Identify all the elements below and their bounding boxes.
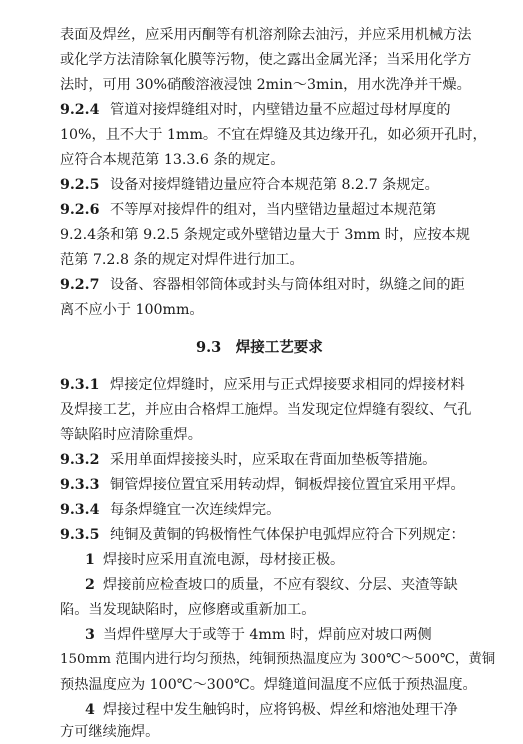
paragraph-text: 焊接前应检查坡口的质量，不应有裂纹、分层、夹渣等缺 [103,577,458,593]
clause-number: 9.2.7 [60,277,100,293]
paragraph-text: 设备对接焊缝错边量应符合本规范第 8.2.7 条规定。 [110,177,439,193]
clause-9-3-3 [0,473,523,497]
clause-number: 9.2.4 [60,102,100,118]
list-item-2 [0,573,523,597]
paragraph-text: 采用单面焊接接头时，应采取在背面加垫板等措施。 [110,452,437,468]
list-item-1 [0,548,523,572]
clause-9-2-5 [0,173,523,197]
text-line [0,598,523,622]
text-line [0,248,523,272]
paragraph-text: 铜管焊接位置宜采用转动焊，铜板焊接位置宜采用平焊。 [110,477,465,493]
clause-number: 9.3.5 [60,527,100,543]
paragraph-text: 预热温度应为 100℃～300℃。焊缝道间温度不应低于预热温度。 [60,677,477,693]
paragraph-text: 9.2.4条和第 9.2.5 条规定或外壁错边量大于 3mm 时，应按本规 [60,227,470,243]
paragraph-text: 每条焊缝宜一次连续焊完。 [110,502,281,518]
paragraph-text: 焊接定位焊缝时，应采用与正式焊接要求相同的焊接材料 [110,377,465,393]
item-number: 4 [85,702,95,718]
paragraph-text: 应符合本规范第 13.3.6 条的规定。 [60,152,285,168]
text-line [0,23,523,47]
section-heading [0,336,523,360]
paragraph-text: 等缺陷时应清除重焊。 [60,427,202,443]
text-line [0,720,523,740]
item-number: 3 [85,627,95,643]
paragraph-text: 管道对接焊缝组对时，内壁错边量不应超过母材厚度的 [110,102,451,118]
text-line [0,298,523,322]
text-line [0,73,523,97]
clause-9-3-2 [0,448,523,472]
list-item-4 [0,698,523,722]
paragraph-text: 150mm 范围内进行均匀预热，纯铜预热温度应为 300℃～500℃，黄铜 [60,652,496,667]
paragraph-text: 纯铜及黄铜的钨极惰性气体保护电弧焊应符合下列规定： [110,527,465,543]
clause-number: 9.2.5 [60,177,100,193]
paragraph-text: 或化学方法清除氧化膜等污物，使之露出金属光泽；当采用化学方 [60,52,472,68]
clause-number: 9.3.3 [60,477,100,493]
paragraph-text: 表面及焊丝，应采用丙酮等有机溶剂除去油污，并应采用机械方法 [60,27,472,43]
clause-9-2-7 [0,273,523,297]
clause-number: 9.3.4 [60,502,100,518]
item-number: 2 [85,577,95,593]
text-line [0,48,523,72]
paragraph-text: 焊接过程中发生触钨时，应将钨极、焊丝和熔池处理干净 [103,702,458,718]
paragraph-text: 当焊件壁厚大于或等于 4mm 时，焊前应对坡口两侧 [103,627,432,643]
paragraph-text: 焊接时应采用直流电源，母材接正极。 [103,552,345,568]
paragraph-text: 范第 7.2.8 条的规定对焊件进行加工。 [60,252,304,268]
paragraph-text: 陷。当发现缺陷时，应修磨或重新加工。 [60,602,316,618]
text-line [0,648,523,672]
paragraph-text: 及焊接工艺，并应由合格焊工施焊。当发现定位焊缝有裂纹、气孔 [60,402,472,418]
text-line [0,223,523,247]
clause-number: 9.3.1 [60,377,100,393]
text-line [0,148,523,172]
clause-number: 9.3.2 [60,452,100,468]
paragraph-text: 法时，可用 30%硝酸溶液浸蚀 2min～3min，用水洗净并干燥。 [60,77,471,93]
section-title: 9.3 焊接工艺要求 [196,339,323,356]
paragraph-text: 设备、容器相邻筒体或封头与筒体组对时，纵缝之间的距 [110,277,465,293]
clause-9-3-5 [0,523,523,547]
clause-number: 9.2.6 [60,202,100,218]
clause-9-3-1 [0,373,523,397]
list-item-3 [0,623,523,647]
item-number: 1 [85,552,95,568]
text-line [0,423,523,447]
paragraph-text: 离不应小于 100mm。 [60,302,204,318]
clause-9-3-4 [0,498,523,522]
text-line [0,673,523,697]
text-line [0,398,523,422]
paragraph-text: 方可继续施焊。 [60,724,160,740]
paragraph-text: 不等厚对接焊件的组对，当内壁错边量超过本规范第 [110,202,437,218]
clause-9-2-4 [0,98,523,122]
paragraph-text: 10%，且不大于 1mm。不宜在焊缝及其边缘开孔，如必须开孔时， [60,127,487,143]
text-line [0,123,523,147]
clause-9-2-6 [0,198,523,222]
